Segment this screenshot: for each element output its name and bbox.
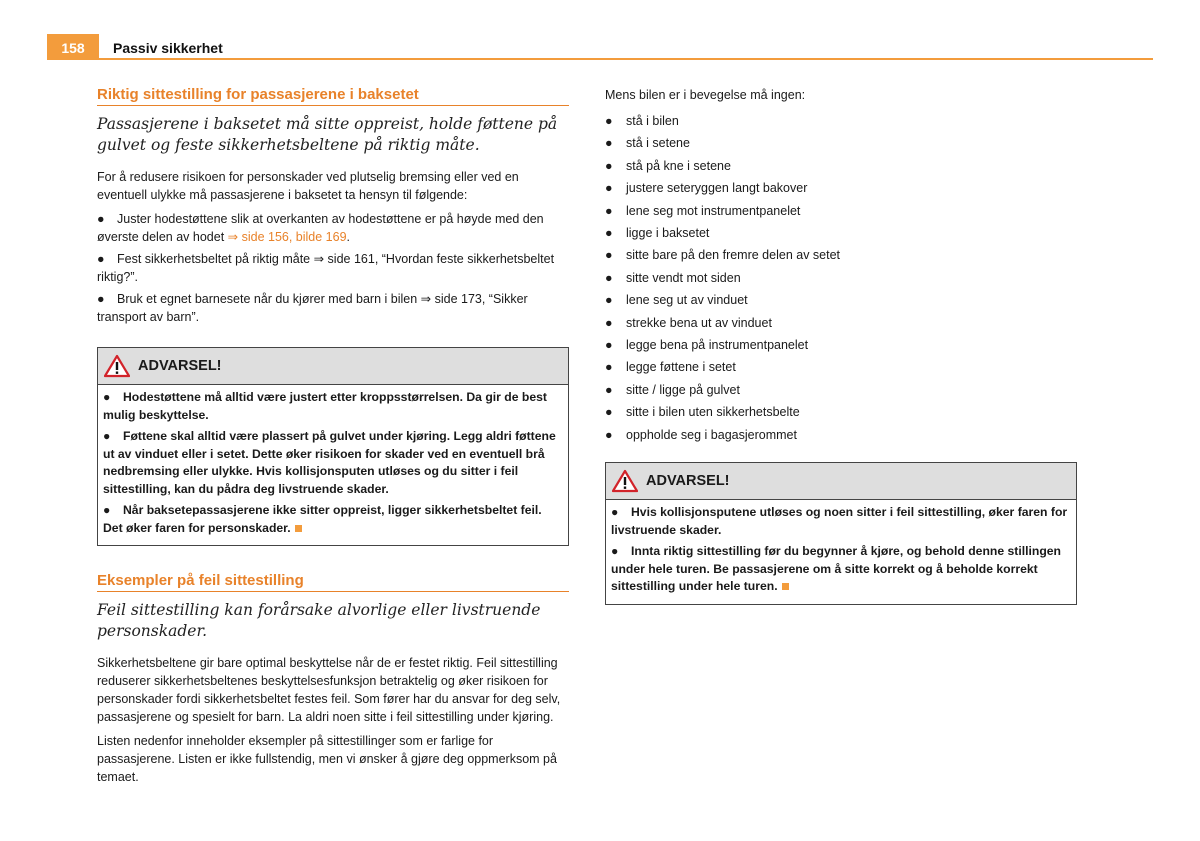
list-item bbox=[605, 155, 1077, 177]
bullet-icon: ● bbox=[605, 427, 613, 442]
bullet-icon: ● bbox=[605, 226, 613, 241]
list-item bbox=[605, 401, 1077, 423]
bullet-icon: ● bbox=[605, 338, 613, 353]
bullet-icon: ● bbox=[605, 315, 613, 330]
warning-item bbox=[103, 502, 563, 537]
list-item-text: lene seg ut av vinduet bbox=[626, 293, 748, 308]
bullet-icon: ● bbox=[605, 405, 613, 420]
list-item bbox=[605, 177, 1077, 199]
list-item-text: sitte bare på den fremre delen av setet bbox=[626, 248, 841, 263]
bullet-icon: ● bbox=[605, 114, 613, 128]
section-intro: Passasjerene i baksetet må sitte oppreist, holde føttene på gulvet og feste sikkerhetsbeltene på riktig måte. bbox=[97, 115, 558, 154]
warning-title: ADVARSEL! bbox=[646, 473, 730, 490]
list-item-text: lene seg mot instrumentpanelet bbox=[626, 203, 801, 218]
warning-item bbox=[611, 543, 1071, 596]
warning-item bbox=[611, 504, 1071, 539]
warning-item bbox=[103, 389, 563, 424]
list-item-text: legge bena på instrumentpanelet bbox=[626, 338, 809, 353]
bullet-icon: ● bbox=[605, 360, 613, 375]
warning-box bbox=[605, 462, 1077, 605]
header-divider bbox=[99, 58, 1153, 60]
page-header-title: Passiv sikkerhet bbox=[113, 40, 223, 56]
list-item-text: sitte vendt mot siden bbox=[626, 270, 741, 285]
list-item bbox=[605, 312, 1077, 334]
list-item-text: stå på kne i setene bbox=[626, 158, 731, 173]
bullet-icon: ● bbox=[605, 136, 613, 151]
list-item-text: sitte / ligge på gulvet bbox=[626, 382, 740, 397]
list-item-text: strekke bena ut av vinduet bbox=[626, 315, 772, 330]
warning-triangle-icon bbox=[612, 469, 638, 493]
warning-text: Føttene skal alltid være plassert på gulvet under kjøring. Legg aldri føttene ut av vinduet eller i setet. Dette øker risikoen for skader ved en eventuell brå nedbremsing eller ulykke. Hvis kollisjonsputen utløses og du sitter i feil sittestilling, kan du pådra deg livstruende skader. bbox=[103, 429, 556, 496]
warning-text: Hvis kollisjonsputene utløses og noen sitter i feil sittestilling, øker faren for livstruende skader. bbox=[611, 505, 1068, 537]
bullet-item bbox=[97, 210, 569, 246]
bullet-icon: ● bbox=[605, 270, 613, 285]
list-item bbox=[605, 110, 1077, 132]
bullet-icon: ● bbox=[605, 248, 613, 263]
list-item-text: sitte i bilen uten sikkerhetsbelte bbox=[626, 405, 800, 420]
list-item-text: oppholde seg i bagasjerommet bbox=[626, 427, 797, 442]
warning-item bbox=[103, 428, 563, 498]
warning-body bbox=[98, 385, 568, 545]
bullet-icon: ● bbox=[103, 390, 111, 404]
bullet-text: Bruk et egnet barnesete når du kjører med barn i bilen ⇒ side 173, “Sikker transport av barn”. bbox=[97, 292, 528, 324]
list-item bbox=[605, 132, 1077, 154]
bullet-icon: ● bbox=[97, 252, 105, 266]
list-item-text: stå i bilen bbox=[626, 114, 679, 128]
bullet-icon: ● bbox=[611, 505, 619, 520]
warning-title: ADVARSEL! bbox=[138, 358, 222, 374]
list-item bbox=[605, 222, 1077, 244]
cross-reference-link[interactable]: ⇒ side 156, bilde 169 bbox=[227, 230, 347, 244]
list-item bbox=[605, 334, 1077, 356]
warning-text: Hodestøttene må alltid være justert etter kroppsstørrelsen. Da gir de best mulig beskyttelse. bbox=[103, 390, 547, 422]
end-of-section-marker-icon bbox=[782, 583, 789, 590]
warning-header bbox=[606, 463, 1076, 500]
warning-box bbox=[97, 347, 569, 546]
warning-text: Innta riktig sittestilling før du begynner å kjøre, og behold denne stillingen under hele turen. Be passasjerene om å sitte korrekt og å beholde korrekt sittestilling under hele turen. bbox=[611, 544, 1061, 594]
bullet-text: Fest sikkerhetsbeltet på riktig måte ⇒ side 161, “Hvordan feste sikkerhetsbeltet riktig?”. bbox=[97, 252, 555, 284]
bullet-item bbox=[97, 290, 569, 326]
warning-header bbox=[98, 348, 568, 385]
bullet-icon: ● bbox=[97, 212, 105, 226]
section-heading-back-seat: Riktig sittestilling for passasjerene i baksetet bbox=[97, 86, 569, 106]
list-item bbox=[605, 356, 1077, 378]
bullet-text-end: . bbox=[346, 230, 351, 244]
list-item bbox=[605, 267, 1077, 289]
list-item bbox=[605, 424, 1077, 446]
bullet-icon: ● bbox=[611, 544, 619, 559]
body-paragraph: Sikkerhetsbeltene gir bare optimal beskyttelse når de er festet riktig. Feil sittestilling reduserer sikkerhetsbeltenes beskyttelsesfunksjon betraktelig og øker risikoen for personskader fordi sikkerhetsbeltet festes feil. Som fører har du ansvar for deg selv, passasjerene og spesielt for barn. La aldri noen sitte i feil sittestilling under kjøring. bbox=[97, 656, 561, 724]
list-item bbox=[605, 244, 1077, 266]
body-paragraph: For å redusere risikoen for personskader ved plutselig bremsing eller ved en eventuell ulykke må passasjerene i baksetet ta hensyn til følgende: bbox=[97, 170, 519, 202]
bullet-text: Juster hodestøttene slik at overkanten av hodestøttene er på høyde med den øverste delen av hodet bbox=[97, 212, 544, 244]
right-column bbox=[605, 86, 1077, 605]
page-number: 158 bbox=[47, 34, 99, 60]
warning-body bbox=[606, 500, 1076, 604]
body-paragraph: Listen nedenfor inneholder eksempler på sittestillinger som er farlige for passasjerene. Listen er ikke fullstendig, men vi ønsker å gjøre deg oppmerksom på temaet. bbox=[97, 734, 557, 784]
bullet-icon: ● bbox=[605, 203, 613, 218]
bullet-icon: ● bbox=[103, 429, 111, 443]
list-lead: Mens bilen er i bevegelse må ingen: bbox=[605, 88, 806, 102]
list-item bbox=[605, 379, 1077, 401]
list-item-text: ligge i baksetet bbox=[626, 226, 710, 241]
list-item-text: legge føttene i setet bbox=[626, 360, 736, 375]
warning-triangle-icon bbox=[104, 354, 130, 378]
bullet-icon: ● bbox=[97, 292, 105, 306]
bullet-icon: ● bbox=[605, 293, 613, 308]
bullet-item bbox=[97, 250, 569, 286]
bullet-icon: ● bbox=[605, 158, 613, 173]
end-of-section-marker-icon bbox=[295, 525, 302, 532]
list-item-text: stå i setene bbox=[626, 136, 690, 151]
warning-text: Når baksetepassasjerene ikke sitter oppreist, ligger sikkerhetsbeltet feil. Det øker faren for personskader. bbox=[103, 503, 542, 535]
bullet-icon: ● bbox=[605, 181, 613, 196]
list-item bbox=[605, 289, 1077, 311]
list-item bbox=[605, 200, 1077, 222]
section-heading-wrong-position: Eksempler på feil sittestilling bbox=[97, 572, 569, 592]
bullet-icon: ● bbox=[605, 382, 613, 397]
list-item-text: justere seteryggen langt bakover bbox=[626, 181, 808, 196]
bullet-icon: ● bbox=[103, 503, 111, 517]
section-intro: Feil sittestilling kan forårsake alvorlige eller livstruende personskader. bbox=[97, 601, 541, 640]
forbidden-positions-list bbox=[605, 110, 1077, 446]
left-column bbox=[97, 86, 569, 792]
